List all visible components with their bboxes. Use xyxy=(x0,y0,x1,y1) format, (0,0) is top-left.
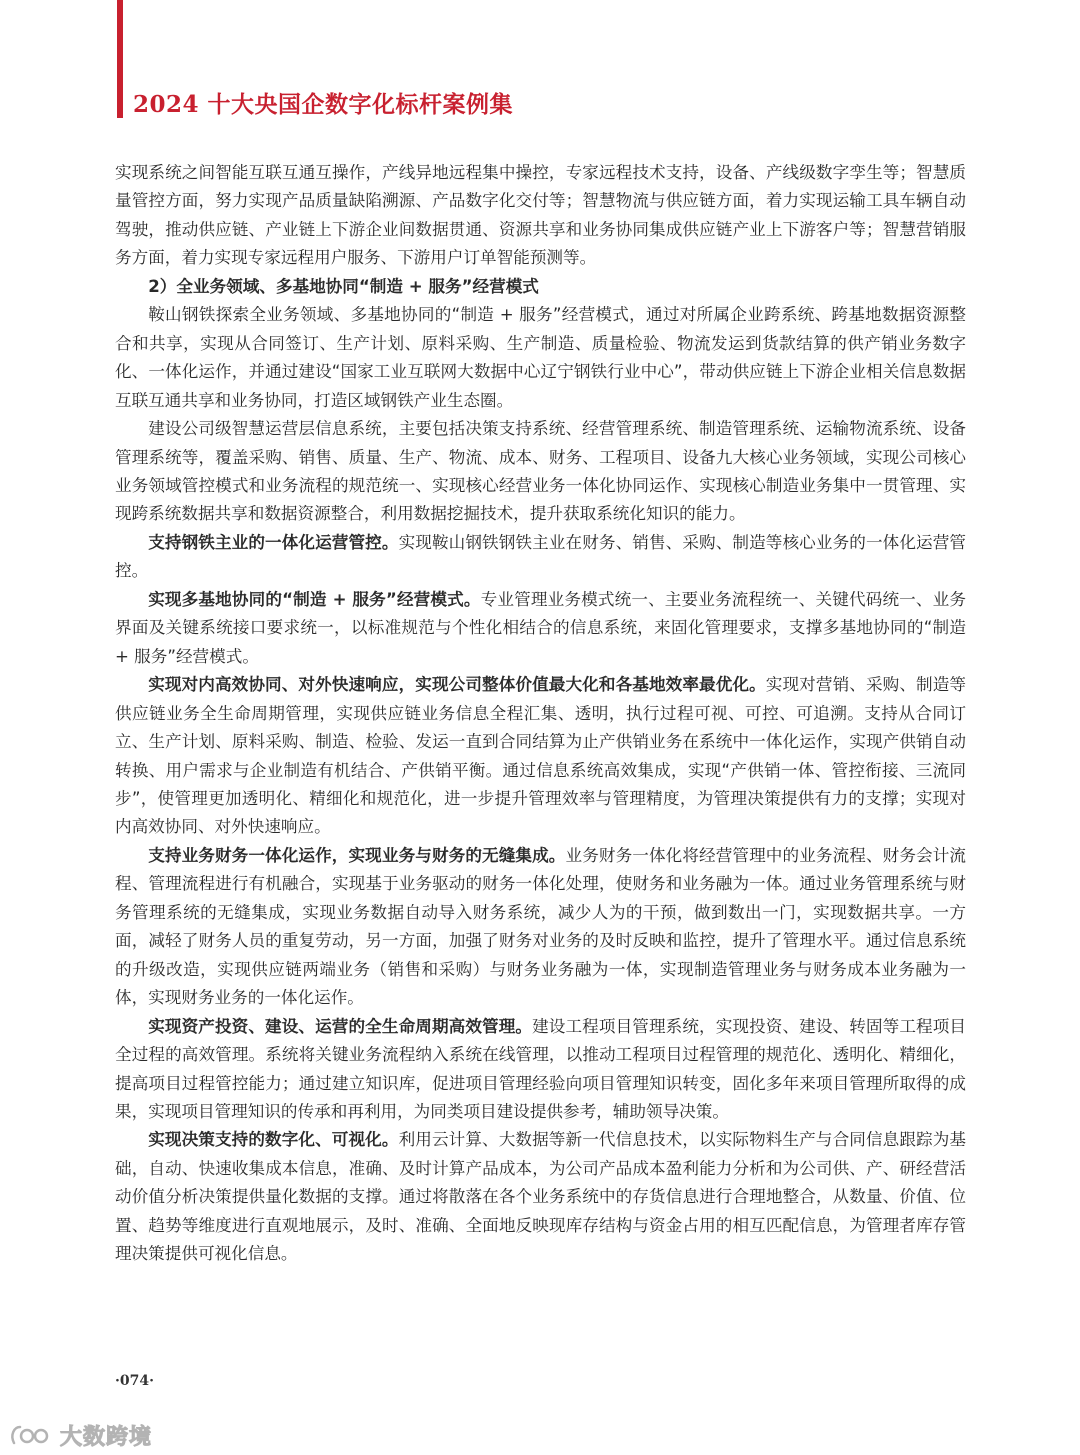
paragraph-6-lead: 实现对内高效协同、对外快速响应，实现公司整体价值最大化和各基地效率最优化。 xyxy=(148,675,766,695)
paragraph-1: 实现系统之间智能互联互通互操作，产线异地远程集中操控，专家远程技术支持，设备、产线级数字孪生等；智慧质量管控方面，努力实现产品质量缺陷溯源、产品数字化交付等；智慧物流与供应链方面，着力实现运输工具车辆自动驾驶，推动供应链、产业链上下游企业间数据贯通、资源共享和业务协同集成供应链产业上下游客户等；智慧营销服务方面，着力实现专家远程用户服务、下游用户订单智能预测等。 xyxy=(115,163,966,268)
watermark-text: 大数跨境 xyxy=(60,1424,153,1450)
article-body xyxy=(115,159,966,1269)
paragraph-3: 建设公司级智慧运营层信息系统，主要包括决策支持系统、经营管理系统、制造管理系统、运输物流系统、设备管理系统等，覆盖采购、销售、质量、生产、物流、成本、财务、工程项目、设备九大核心业务领域，实现公司核心业务领域管控模式和业务流程的规范统一、实现核心经营业务一体化协同运作、实现核心制造业务集中一贯管理、实现跨系统数据共享和数据资源整合，利用数据挖掘技术，提升获取系统化知识的能力。 xyxy=(115,419,966,524)
paragraph-5-text: 专业管理业务模式统一、主要业务流程统一、关键代码统一、业务界面及关键系统接口要求统一，以标准规范与个性化相结合的信息系统，来固化管理要求，支撑多基地协同的“制造 + 服务”经营模式。 xyxy=(115,589,966,666)
page-title: 2024 十大央国企数字化标杆案例集 xyxy=(133,91,514,118)
watermark-logo-icon xyxy=(8,1421,52,1449)
page-number: ·074· xyxy=(115,1373,154,1389)
paragraph-7-lead: 支持业务财务一体化运作，实现业务与财务的无缝集成。 xyxy=(148,845,566,865)
paragraph-6-text: 实现对营销、采购、制造等供应链业务全生命周期管理，实现供应链业务信息全程汇集、透明，执行过程可视、可控、可追溯。支持从合同订立、生产计划、原料采购、制造、检验、发运一直到合同结算为止产供销业务在系统中一体化运作，实现产供销自动转换、用户需求与企业制造有机结合、产供销平衡。通过信息系统高效集成，实现“产供销一体、管控衔接、三流同步”，使管理更加透明化、精细化和规范化，进一步提升管理效率与管理精度，为管理决策提供有力的支撑；实现对内高效协同、对外快速响应。 xyxy=(115,675,967,837)
paragraph-7-text: 业务财务一体化将经营管理中的业务流程、财务会计流程、管理流程进行有机融合，实现基于业务驱动的财务一体化处理，使财务和业务融为一体。通过业务管理系统与财务管理系统的无缝集成，实现业务数据自动导入财务系统，减少人为的干预，做到数出一门，实现数据共享。一方面，减轻了财务人员的重复劳动，另一方面，加强了财务对业务的及时反映和监控，提升了管理水平。通过信息系统的升级改造，实现供应链两端业务（销售和采购）与财务业务融为一体，实现制造管理业务与财务成本业务融为一体，实现财务业务的一体化运作。 xyxy=(115,845,967,1008)
paragraph-9-text: 利用云计算、大数据等新一代信息技术，以实际物料生产与合同信息跟踪为基础，自动、快速收集成本信息，准确、及时计算产品成本，为公司产品成本盈利能力分析和为公司供、产、研经营活动价值分析决策提供量化数据的支撑。通过将散落在各个业务系统中的存货信息进行合理地整合，从数量、价值、位置、趋势等维度进行直观地展示，及时、准确、全面地反映现库存结构与资金占用的相互匹配信息，为管理者库存管理决策提供可视化信息。 xyxy=(115,1130,967,1264)
paragraph-9 xyxy=(115,1126,966,1268)
paragraph-5 xyxy=(115,586,966,671)
paragraph-4-text: 实现鞍山钢铁钢铁主业在财务、销售、采购、制造等核心业务的一体化运营管控。 xyxy=(115,532,967,581)
header-accent-bar xyxy=(117,0,123,118)
paragraph-4-lead: 支持钢铁主业的一体化运营管控。 xyxy=(148,532,399,552)
paragraph-4 xyxy=(115,529,966,586)
paragraph-6 xyxy=(115,671,966,842)
paragraph-8-lead: 实现资产投资、建设、运营的全生命周期高效管理。 xyxy=(148,1016,533,1036)
section-heading: 2）全业务领域、多基地协同“制造 + 服务”经营模式 xyxy=(148,276,539,296)
paragraph-2: 鞍山钢铁探索全业务领域、多基地协同的“制造 + 服务”经营模式，通过对所属企业跨系统、跨基地数据资源整合和共享，实现从合同签订、生产计划、原料采购、生产制造、质量检验、物流发运到货款结算的供产销业务数字化、一体化运作，并通过建设“国家工业互联网大数据中心辽宁钢铁行业中心”，带动供应链上下游企业相关信息数据互联互通共享和业务协同，打造区域钢铁产业生态圈。 xyxy=(115,305,966,410)
paragraph-7 xyxy=(115,842,966,1013)
paragraph-5-lead: 实现多基地协同的“制造 + 服务”经营模式。 xyxy=(148,589,481,609)
paragraph-9-lead: 实现决策支持的数字化、可视化。 xyxy=(148,1130,399,1150)
watermark xyxy=(8,1419,152,1451)
paragraph-8-text: 建设工程项目管理系统，实现投资、建设、转固等工程项目全过程的高效管理。系统将关键业务流程纳入系统在线管理，以推动工程项目过程管理的规范化、透明化、精细化，提高项目过程管控能力；通过建立知识库，促进项目管理经验向项目管理知识转变，固化多年来项目管理所取得的成果，实现项目管理知识的传承和再利用，为同类项目建设提供参考，辅助领导决策。 xyxy=(115,1016,967,1121)
paragraph-8 xyxy=(115,1013,966,1127)
